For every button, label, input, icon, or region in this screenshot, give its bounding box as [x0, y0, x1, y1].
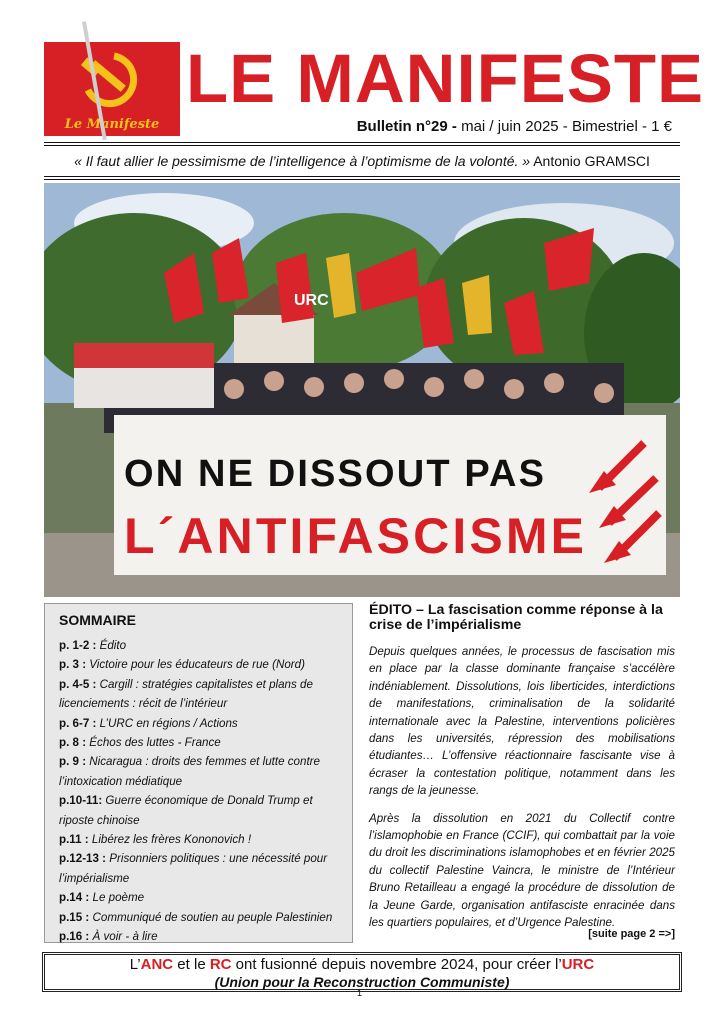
footer-text: L’ [129, 956, 141, 973]
footer-line-2: (Union pour la Reconstruction Communiste) [214, 974, 510, 990]
toc-item [59, 733, 342, 752]
toc-item [59, 830, 342, 849]
toc-pages: p. 4-5 : [59, 677, 97, 691]
toc-title: L’URC en régions / Actions [96, 716, 238, 730]
divider [44, 145, 680, 146]
toc-item [59, 636, 342, 655]
footer-rc: RC [209, 956, 232, 973]
toc-pages: p.14 : [59, 891, 90, 905]
toc-item [59, 655, 342, 674]
divider [44, 179, 680, 180]
sommaire-title: SOMMAIRE [59, 612, 136, 628]
toc-item [59, 849, 342, 888]
footer-text: et le [173, 956, 210, 973]
divider [44, 142, 680, 143]
bulletin-info [357, 118, 672, 135]
toc-title: Guerre économique de Donald Trump et riposte chinoise [59, 794, 313, 827]
table-of-contents [44, 603, 353, 943]
bulletin-number: Bulletin n°29 - [356, 118, 457, 135]
footer-notice [42, 952, 682, 992]
toc-title: Communiqué de soutien au peuple Palestinien [89, 910, 333, 924]
toc-title: Le poème [89, 891, 145, 905]
logo [44, 42, 180, 136]
logo-text: Le Manifeste [64, 117, 160, 132]
edito-paragraph: Depuis quelques années, le processus de fascisation mis en place par la classe dominante française s’accélère indéniablement. Dissolutions, lois liberticides, interdictions de manifestations, criminalisation de la solidarité internationale avec la Palestine, interventions policières dans les universités, répression des mobilisations étudiantes… L’offensive réactionnaire fascisante vise à écraser la contestation politique, notamment dans les rangs de la jeunesse. [369, 645, 675, 798]
quote-author: Antonio GRAMSCI [533, 153, 650, 169]
toc-pages: p. 1-2 : [59, 639, 97, 652]
hammer-sickle-icon [74, 50, 144, 108]
toc-pages: p. 8 : [59, 736, 87, 750]
cover-photo [44, 183, 680, 597]
toc-title: À voir - à lire [89, 930, 158, 944]
flag-text: URC [294, 292, 329, 309]
toc-pages: p. 6-7 : [59, 716, 97, 730]
toc-item [59, 752, 342, 791]
masthead-title: LE MANIFESTE [186, 40, 705, 117]
edito-paragraph: Après la dissolution en 2021 du Collectif contre l’islamophobie en France (CCIF), qui combattait par la voie du droit les discriminations islamophobes et en février 2025 du collectif Palestine Vaincra, le ministre de l’Intérieur Bruno Retailleau a engagé la procédure de dissolution de la Jeune Garde, organisation antifasciste enracinée dans les quartiers populaires, et d’Urgence Palestine. [369, 811, 675, 930]
toc-item [59, 927, 342, 946]
toc-pages: p. 9 : [59, 755, 87, 769]
epigraph [44, 153, 680, 169]
quote-text: « Il faut allier le pessimisme de l’intelligence à l’optimisme de la volonté. » [74, 153, 531, 169]
toc-pages: p.11 : [59, 833, 89, 847]
toc-title: Libérez les frères Kononovich ! [88, 833, 252, 847]
toc-item [59, 675, 342, 714]
footer-urc: URC [561, 956, 595, 973]
banner-line-1: ON NE DISSOUT PAS [124, 453, 544, 495]
toc-title: Prisonniers politiques : une nécessité pour l’impérialisme [59, 852, 328, 885]
banner-line-2: L´ANTIFASCISME [124, 508, 584, 564]
toc-pages: p.15 : [59, 910, 90, 924]
toc-title: Nicaragua : droits des femmes et lutte contre l’intoxication médiatique [59, 755, 320, 788]
toc-pages: p. 3 : [59, 658, 87, 672]
toc-pages: p.16 : [59, 930, 90, 944]
toc-title: Victoire pour les éducateurs de rue (Nord) [86, 658, 305, 672]
toc-item [59, 888, 342, 907]
editorial [369, 603, 675, 932]
toc-item [59, 714, 342, 733]
bulletin-date: mai / juin 2025 - Bimestriel - 1 € [456, 118, 672, 135]
footer-line-1 [45, 956, 679, 974]
toc-title: Cargill : stratégies capitalistes et plans de licenciements : récit de l’intérieur [59, 677, 313, 711]
page-number: 1 [357, 988, 363, 998]
toc-pages: p.10-11: [59, 794, 103, 808]
divider [44, 176, 680, 177]
toc-pages: p.12-13 : [59, 852, 107, 866]
toc-item [59, 908, 342, 927]
edito-title: ÉDITO – La fascisation comme réponse à la crise de l’impérialisme [369, 602, 663, 633]
footer-text: ont fusionné depuis novembre 2024, pour créer l’ [231, 956, 562, 973]
footer-anc: ANC [140, 956, 174, 973]
toc-title: Échos des luttes - France [86, 736, 221, 750]
toc-item [59, 791, 342, 830]
continued-link[interactable]: [suite page 2 =>] [588, 928, 675, 940]
toc-title: Édito [96, 639, 127, 652]
